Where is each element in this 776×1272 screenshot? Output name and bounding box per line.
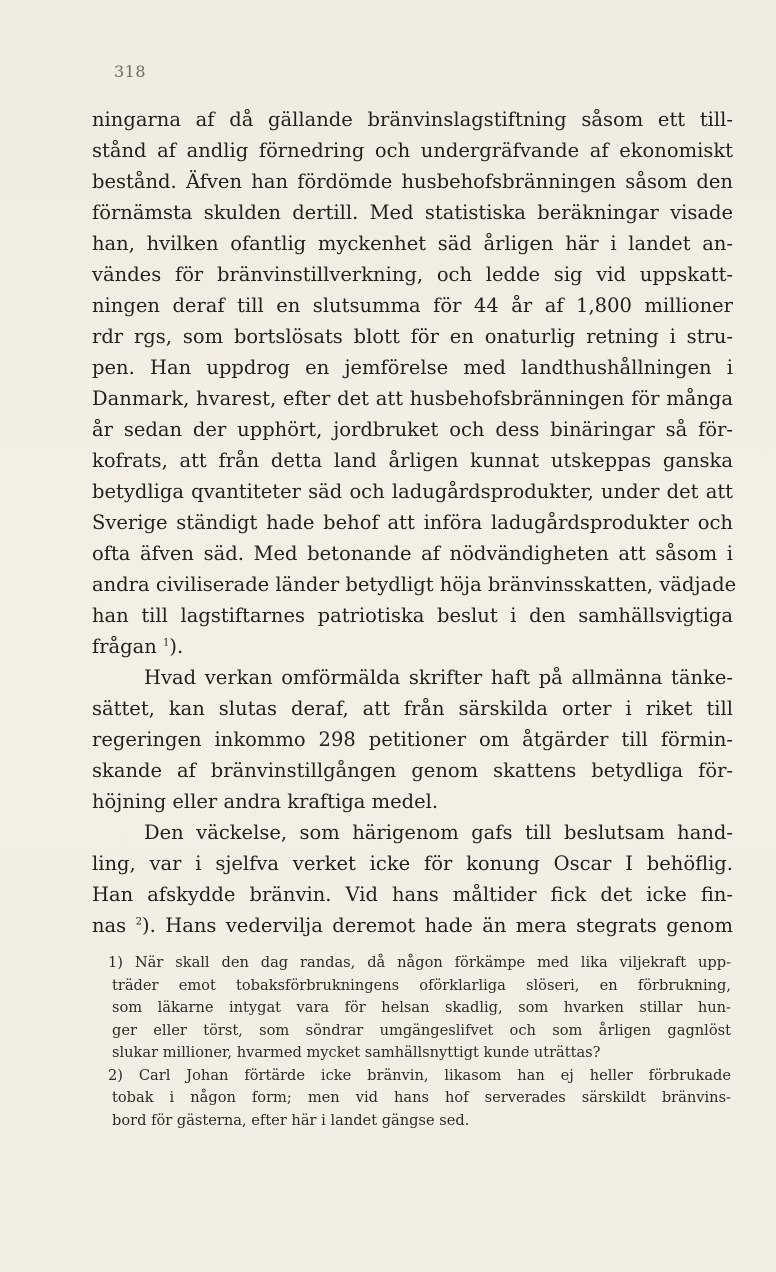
footnote-2-marker: 2) bbox=[108, 1066, 123, 1084]
footnote-line: som läkarne intygat vara för helsan skadlig, som hvarken stillar hun- bbox=[112, 999, 731, 1016]
footnote-1-marker: 1) bbox=[108, 954, 123, 971]
text-line-with-footnote-ref bbox=[92, 910, 733, 941]
footnotes bbox=[108, 952, 732, 1132]
text-line: ofta äfven säd. Med betonande af nödvändigheten att såsom i bbox=[92, 542, 733, 565]
text-line: ningen deraf till en slutsumma för 44 år af 1,800 millioner bbox=[92, 294, 733, 317]
text-line: ningarna af då gällande bränvinslagstiftning såsom ett till- bbox=[92, 108, 733, 131]
text-line: Han afskydde bränvin. Vid hans måltider fick det icke fin- bbox=[92, 883, 733, 906]
text-line: han, hvilken ofantlig myckenhet säd årligen här i landet an- bbox=[92, 232, 733, 255]
text-line: sättet, kan slutas deraf, att från särskilda orter i riket till bbox=[92, 697, 733, 720]
footnote-text: Carl Johan förtärde icke bränvin, likasom han ej heller förbrukade bbox=[138, 1066, 732, 1084]
main-text bbox=[92, 104, 737, 941]
text-segment: Hans vedervilja deremot hade än mera stegrats genom bbox=[165, 914, 734, 937]
footnote-ref-2: 2 bbox=[135, 916, 142, 928]
footnote-ref-close: ). bbox=[141, 914, 156, 937]
footnote-line: ger eller törst, som söndrar umgängeslifvet och som årligen gagnlöst bbox=[112, 1021, 731, 1039]
footnote-ref-1: 1 bbox=[163, 637, 170, 649]
text-line: år sedan der upphört, jordbruket och dess binäringar så för- bbox=[92, 418, 733, 441]
text-line: andra civiliserade länder betydligt höja bränvinsskatten, vädjade bbox=[92, 573, 737, 596]
footnote-line: bord för gästerna, efter här i landet gängse sed. bbox=[112, 1111, 470, 1129]
footnote-line: träder emot tobaksförbrukningens oförklarliga slöseri, en förbrukning, bbox=[112, 976, 731, 994]
footnote-line: slukar millioner, hvarmed mycket samhällsnyttigt kunde uträttas? bbox=[112, 1044, 601, 1061]
text-line: vändes för bränvinstillverkning, och ledde sig vid uppskatt- bbox=[92, 263, 733, 286]
text-line: ling, var i sjelfva verket icke för konung Oscar I behöflig. bbox=[92, 852, 733, 875]
text-line: Danmark, hvarest, efter det att husbehofsbränningen för många bbox=[92, 387, 733, 410]
footnote-text: När skall den dag randas, då någon förkämpe med lika viljekraft upp- bbox=[134, 954, 731, 971]
text-line: stånd af andlig förnedring och undergräfvande af ekonomiskt bbox=[92, 139, 733, 162]
footnote-2-line bbox=[108, 1065, 731, 1088]
text-line: höjning eller andra kraftiga medel. bbox=[92, 790, 439, 813]
text-line: kofrats, att från detta land årligen kunnat utskeppas ganska bbox=[92, 449, 733, 472]
page-number: 318 bbox=[114, 62, 147, 81]
text-segment: frågan bbox=[92, 635, 157, 658]
footnote-1-line bbox=[108, 952, 731, 975]
text-line: regeringen inkommo 298 petitioner om åtgärder till förmin- bbox=[92, 728, 733, 751]
text-segment: nas bbox=[92, 914, 127, 937]
text-line: skande af bränvinstillgången genom skattens betydliga för- bbox=[92, 759, 733, 782]
text-line: Den väckelse, som härigenom gafs till beslutsam hand- bbox=[144, 821, 733, 844]
text-line: bestånd. Äfven han fördömde husbehofsbränningen såsom den bbox=[92, 170, 733, 193]
footnote-ref-close: ). bbox=[169, 635, 184, 658]
text-line: rdr rgs, som bortslösats blott för en onaturlig retning i stru- bbox=[92, 325, 733, 348]
footnote-line: tobak i någon form; men vid hans hof serverades särskildt bränvins- bbox=[112, 1089, 731, 1106]
text-line: förnämsta skulden dertill. Med statistiska beräkningar visade bbox=[92, 201, 733, 224]
text-line: betydliga qvantiteter säd och ladugårdsprodukter, under det att bbox=[92, 480, 733, 503]
text-line: Sverige ständigt hade behof att införa ladugårdsprodukter och bbox=[92, 511, 733, 534]
text-line-with-footnote-ref bbox=[92, 631, 733, 662]
text-line: han till lagstiftarnes patriotiska beslut i den samhällsvigtiga bbox=[92, 604, 733, 627]
text-line: Hvad verkan omförmälda skrifter haft på allmänna tänke- bbox=[144, 666, 733, 689]
text-line: pen. Han uppdrog en jemförelse med landthushållningen i bbox=[92, 356, 733, 379]
